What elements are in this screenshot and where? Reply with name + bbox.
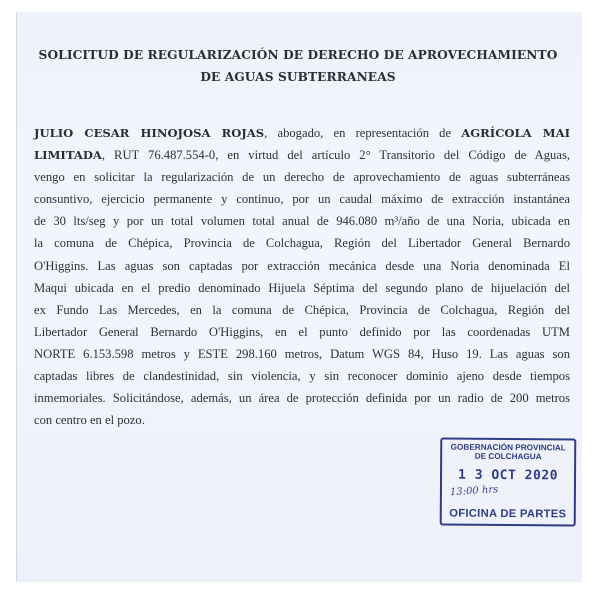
stamp-date: 1 3 OCT 2020 (458, 467, 559, 484)
body-line-10: Libertador General Bernardo O'Higgins, en el punto definido por las coordenadas UTM (34, 324, 570, 339)
body-line-7: O'Higgins. Las aguas son captadas por extracción mecánica desde una Noria denominada El (34, 258, 570, 273)
body-text: , abogado, en representación de (264, 126, 462, 140)
body-line-8: Maqui ubicada en el predio denominado Hijuela Séptima del segundo plano de hijuelación del (34, 280, 570, 295)
office-stamp (440, 438, 577, 527)
body-line-5: de 30 lts/seg y por un total volumen total anual de 946.080 m³/año de una Noria, ubicada en (34, 214, 570, 229)
body-line-14: con centro en el pozo. (34, 413, 145, 428)
body-line-2 (34, 144, 570, 166)
stamp-org-line-1: GOBERNACIÓN PROVINCIAL (450, 442, 566, 453)
company-name-cont: LIMITADA (34, 148, 102, 163)
applicant-name: JULIO CESAR HINOJOSA ROJAS (34, 126, 265, 140)
document-body (34, 122, 570, 431)
stamp-office: OFICINA DE PARTES (449, 507, 567, 521)
stamp-handwritten-note: 13:00 hrs (449, 484, 499, 499)
stamp-organization (442, 443, 574, 462)
document-title-line-2: DE AGUAS SUBTERRANEAS (200, 70, 396, 84)
body-line-12: captadas libres de clandestinidad, sin violencia, y sin reconocer dominio ajeno desde tiempos (34, 369, 570, 384)
body-line-6: la comuna de Chépica, Provincia de Colchagua, Región del Libertador General Bernardo (34, 236, 570, 251)
body-text: , RUT 76.487.554-0, en virtud del artículo 2° Transitorio del Código de Aguas, (101, 148, 570, 163)
document-title-line-1: SOLICITUD DE REGULARIZACIÓN DE DERECHO DE APROVECHAMIENTO (38, 48, 558, 62)
body-line-4: consuntivo, ejercicio permanente y continuo, por un caudal máximo de extracción instantánea (34, 192, 570, 207)
body-line-11: NORTE 6.153.598 metros y ESTE 298.160 metros, Datum WGS 84, Huso 19. Las aguas son (34, 346, 570, 361)
stamp-org-line-2: DE COLCHAGUA (474, 451, 542, 462)
body-line-1 (34, 122, 570, 144)
body-line-3: vengo en solicitar la regularización de un derecho de aprovechamiento de aguas subterráneas (34, 170, 570, 185)
company-name: AGRÍCOLA MAI (461, 126, 571, 140)
body-line-13: inmemoriales. Solicitándose, además, un área de protección definida por un radio de 200 metros (34, 391, 570, 406)
body-line-9: ex Fundo Las Mercedes, en la comuna de Chépica, Provincia de Colchagua, Región del (34, 302, 570, 317)
